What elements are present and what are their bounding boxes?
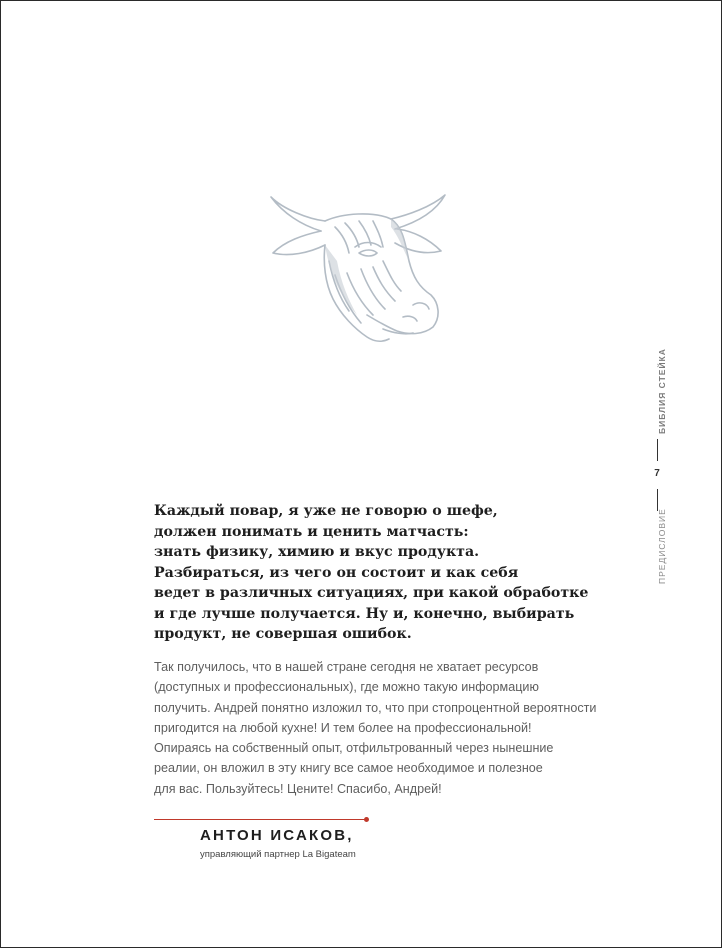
body-line: для вас. Пользуйтесь! Цените! Спасибо, Андрей! [154, 781, 442, 796]
body-line: (доступных и профессиональных), где можно такую информацию [154, 680, 539, 695]
quote-line: ведет в различных ситуациях, при какой обработке [154, 585, 589, 601]
quote-line: продукт, не совершая ошибок. [154, 626, 412, 642]
quote-line: и где лучше получается. Ну и, конечно, выбирать [154, 605, 575, 622]
sidebar [647, 348, 667, 591]
sidebar-divider [657, 439, 658, 461]
signature-name: АНТОН ИСАКОВ, [200, 827, 354, 844]
quote-line: Разбираться, из чего он состоит и как себя [154, 564, 519, 581]
quote-line: должен понимать и ценить матчасть: [154, 523, 469, 540]
body-line: реалии, он вложил в эту книгу все самое необходимое и полезное [154, 761, 543, 776]
body-line: получить. Андрей понятно изложил то, что при стопроцентной вероятности [154, 700, 597, 715]
signature-divider [154, 819, 367, 820]
chapter-title: ПРЕДИСЛОВИЕ [657, 508, 667, 584]
cow-head-icon [263, 191, 453, 351]
body-paragraph [154, 657, 624, 799]
quote-block [154, 501, 624, 645]
body-line: Так получилось, что в нашей стране сегодня не хватает ресурсов [154, 660, 539, 674]
page-number: 7 [654, 468, 660, 479]
quote-line: знать физику, химию и вкус продукта. [154, 544, 480, 560]
signature-role: управляющий партнер La Bigateam [200, 849, 356, 860]
body-line: Опираясь на собственный опыт, отфильтрованный через нынешние [154, 741, 554, 756]
quote-line: Каждый повар, я уже не говорю о шефе, [154, 503, 498, 519]
body-line: пригодится на любой кухне! И тем более на профессиональной! [154, 720, 532, 735]
signature-divider-dot [364, 817, 369, 822]
book-title: БИБЛИЯ СТЕЙКА [657, 348, 667, 434]
